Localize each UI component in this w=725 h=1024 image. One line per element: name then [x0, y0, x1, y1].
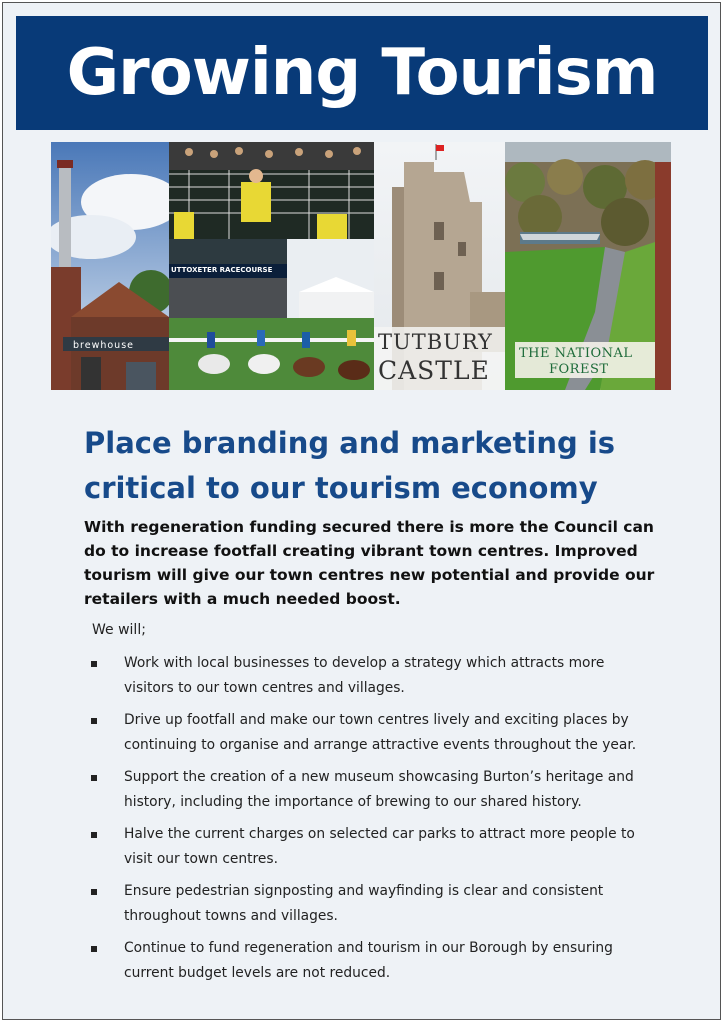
photo-collage: [51, 142, 671, 390]
bullet-icon: [91, 661, 97, 667]
list-item-text: Work with local businesses to develop a strategy which attracts more visitors to our town centres and villages.: [124, 655, 605, 696]
list-item: [89, 822, 649, 872]
castle-photo: [374, 142, 505, 390]
list-item: [89, 708, 649, 758]
section-heading: [84, 421, 684, 511]
bullet-icon: [91, 775, 97, 781]
heading-line-2: critical to our tourism economy: [84, 471, 598, 505]
sports-photo: [169, 142, 374, 390]
intro-paragraph: With regeneration funding secured there is more the Council can do to increase footfall creating vibrant town centres. Improved tourism will give our town centres new potential and provide our retailers with a much needed boost.: [84, 518, 655, 608]
list-item-text: Ensure pedestrian signposting and wayfinding is clear and consistent throughout towns and villages.: [124, 883, 604, 924]
title-banner: [16, 16, 708, 130]
commitments-list: [89, 651, 649, 993]
we-will-label: We will;: [92, 622, 146, 638]
page-title: Growing Tourism: [66, 36, 658, 110]
page: [2, 2, 721, 1020]
bullet-icon: [91, 946, 97, 952]
bullet-icon: [91, 718, 97, 724]
list-item-text: Halve the current charges on selected car parks to attract more people to visit our town centres.: [124, 826, 635, 867]
forest-label-line1: THE NATIONAL: [519, 346, 633, 361]
list-item-text: Support the creation of a new museum showcasing Burton’s heritage and history, including the importance of brewing to our shared history.: [124, 769, 634, 810]
bullet-icon: [91, 889, 97, 895]
castle-label-line2: CASTLE: [378, 356, 490, 385]
list-item-text: Continue to fund regeneration and tourism in our Borough by ensuring current budget levels are not reduced.: [124, 940, 613, 981]
list-item: [89, 936, 649, 986]
brewhouse-photo: [51, 142, 169, 390]
heading-line-1: Place branding and marketing is: [84, 426, 616, 460]
forest-photo: [505, 142, 671, 390]
list-item-text: Drive up footfall and make our town centres lively and exciting places by continuing to organise and arrange attractive events throughout the year.: [124, 712, 637, 753]
list-item: [89, 651, 649, 701]
forest-label-line2: FOREST: [549, 362, 609, 377]
brewhouse-sign: brewhouse: [73, 340, 134, 351]
bullet-icon: [91, 832, 97, 838]
castle-label-line1: TUTBURY: [378, 330, 493, 354]
racecourse-sign: UTTOXETER RACECOURSE: [171, 266, 273, 274]
list-item: [89, 879, 649, 929]
list-item: [89, 765, 649, 815]
